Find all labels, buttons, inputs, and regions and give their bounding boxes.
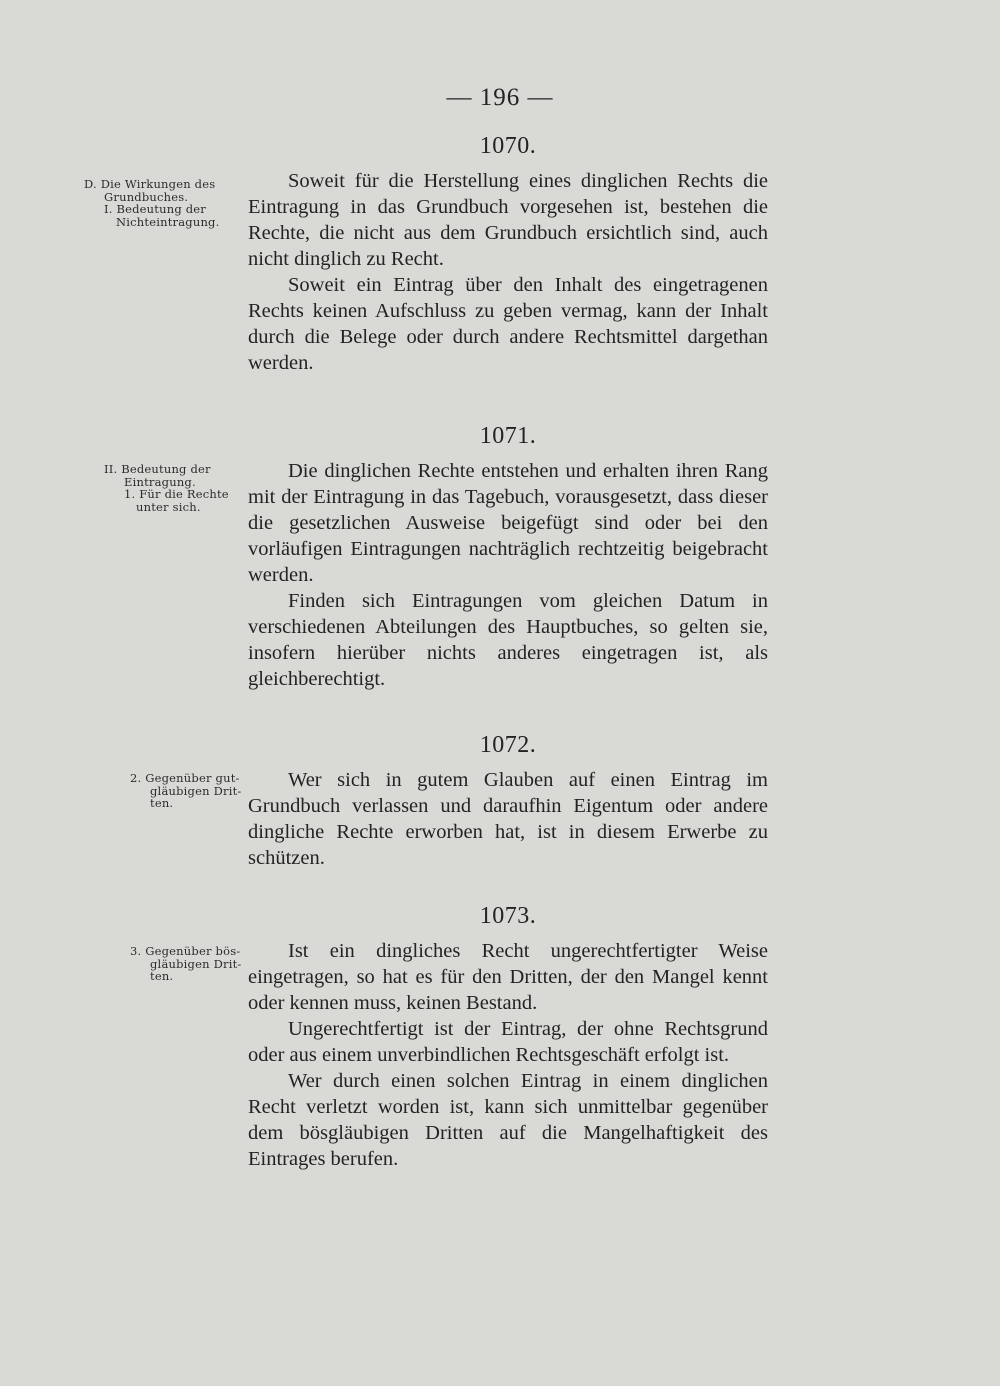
- margin-note-line: gläubigen Drit-: [150, 956, 242, 971]
- article-paragraph: Finden sich Eintragungen vom gleichen Datum in verschiedenen Abteilungen des Hauptbuches, so gelten sie, insofern hierüber nichts anderes eingetragen ist, als gleichberechtigt.: [248, 590, 768, 690]
- margin-note-line: 1. Für die Rechte: [124, 487, 229, 501]
- margin-note-line: 2. Gegenüber gut-: [130, 771, 240, 785]
- margin-note-line: 3. Gegenüber bös-: [130, 944, 241, 958]
- article-1071: [248, 423, 768, 692]
- article-1070: [248, 133, 768, 376]
- margin-note-boesglaeubig: [130, 945, 254, 983]
- margin-note-line: unter sich.: [136, 499, 201, 514]
- article-1073: [248, 903, 768, 1172]
- article-paragraph: Ungerechtfertigt ist der Eintrag, der ohne Rechtsgrund oder aus einem unverbindlichen Rechtsgeschäft erfolgt ist.: [248, 1018, 768, 1066]
- margin-note-line: D. Die Wirkungen des: [84, 177, 216, 191]
- margin-note-line: Grundbuches.: [104, 189, 189, 204]
- margin-note-wirkungen: [84, 178, 254, 228]
- margin-note-line: I. Bedeutung der: [104, 202, 206, 216]
- article-number: 1070.: [479, 133, 537, 159]
- margin-note-eintragung: [104, 463, 254, 513]
- article-paragraph: Soweit ein Eintrag über den Inhalt des eingetragenen Rechts keinen Aufschluss zu geben vermag, kann der Inhalt durch die Belege oder durch andere Rechtsmittel dargethan werden.: [248, 274, 768, 374]
- article-paragraph: Die dinglichen Rechte entstehen und erhalten ihren Rang mit der Eintragung in das Tagebuch, vorausgesetzt, dass dieser die gesetzlichen Ausweise beigefügt sind oder bei den vorläufigen Eintragungen nachträglich rechtzeitig beigebracht werden.: [248, 460, 768, 586]
- article-paragraph: Soweit für die Herstellung eines dinglichen Rechts die Eintragung in das Grundbuch vorgesehen ist, bestehen die Rechte, die nicht aus dem Grundbuch ersichtlich sind, auch nicht dinglich zu Recht.: [248, 170, 768, 270]
- margin-note-line: gläubigen Drit-: [150, 783, 242, 798]
- article-1072: [248, 732, 768, 871]
- article-number: 1072.: [479, 732, 537, 758]
- margin-note-line: ten.: [150, 796, 174, 810]
- article-number: 1073.: [479, 903, 537, 929]
- margin-note-gutglaeubig: [130, 772, 254, 810]
- margin-note-line: ten.: [150, 969, 174, 983]
- margin-note-line: II. Bedeutung der: [104, 462, 211, 476]
- article-number: 1071.: [479, 423, 537, 449]
- page-number: — 196 —: [446, 84, 554, 111]
- article-paragraph: Wer sich in gutem Glauben auf einen Eintrag im Grundbuch verlassen und daraufhin Eigentum oder andere dingliche Rechte erworben hat, ist in diesem Erwerbe zu schützen.: [248, 769, 768, 869]
- article-paragraph: Wer durch einen solchen Eintrag in einem dinglichen Recht verletzt worden ist, kann sich unmittelbar gegenüber dem bösgläubigen Dritten auf die Mangelhaftigkeit des Eintrages berufen.: [248, 1070, 768, 1170]
- margin-note-line: Nichteintragung.: [116, 214, 220, 229]
- margin-note-line: Eintragung.: [124, 474, 196, 489]
- article-paragraph: Ist ein dingliches Recht ungerechtfertigter Weise eingetragen, so hat es für den Dritten, der den Mangel kennt oder kennen muss, keinen Bestand.: [248, 940, 768, 1014]
